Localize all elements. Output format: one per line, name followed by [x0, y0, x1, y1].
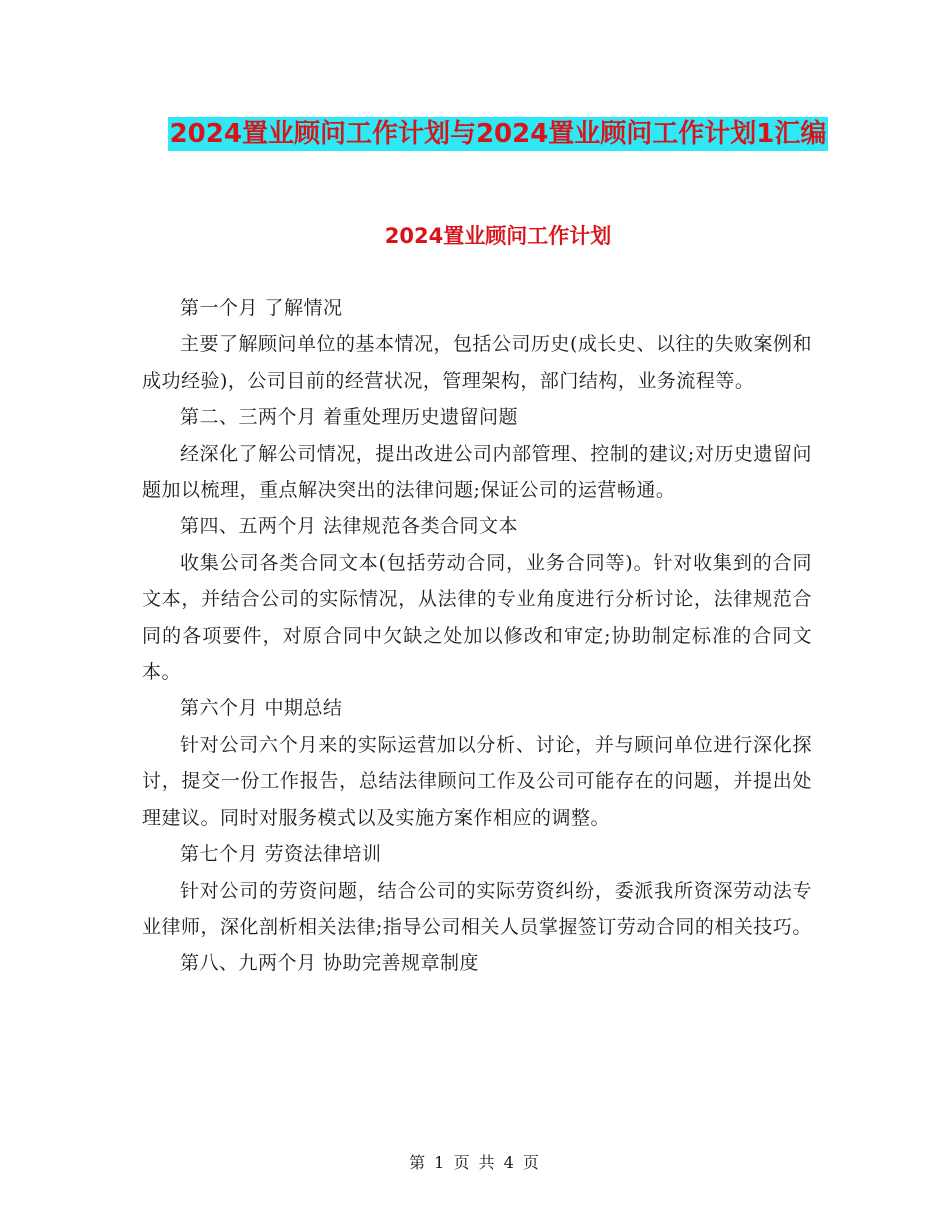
paragraph-heading: 第四、五两个月 法律规范各类合同文本 — [180, 515, 519, 538]
document-body — [142, 290, 812, 982]
paragraph-heading: 第七个月 劳资法律培训 — [180, 843, 382, 866]
document-title-text: 2024置业顾问工作计划与2024置业顾问工作计划1汇编 — [169, 119, 827, 149]
paragraph-heading: 第六个月 中期总结 — [180, 697, 343, 720]
paragraph-heading: 第二、三两个月 着重处理历史遗留问题 — [180, 406, 519, 429]
paragraph: 针对公司的劳资问题，结合公司的实际劳资纠纷，委派我所资深劳动法专业律师，深化剖析相关法律;指导公司相关人员掌握签订劳动合同的相关技巧。 — [142, 879, 812, 938]
paragraph-heading: 第八、九两个月 协助完善规章制度 — [180, 952, 480, 975]
paragraph-heading: 第一个月 了解情况 — [180, 297, 343, 319]
paragraph: 收集公司各类合同文本(包括劳动合同，业务合同等)。针对收集到的合同文本，并结合公司的实际情况，从法律的专业角度进行分析讨论，法律规范合同的各项要件，对原合同中欠缺之处加以修改和审定;协助制定标准的合同文本。 — [142, 551, 812, 684]
page-number-footer: 第 1 页 共 4 页 — [409, 1153, 541, 1172]
paragraph: 主要了解顾问单位的基本情况，包括公司历史(成长史、以往的失败案例和成功经验)，公司目前的经营状况，管理架构，部门结构，业务流程等。 — [142, 333, 812, 392]
paragraph: 经深化了解公司情况，提出改进公司内部管理、控制的建议;对历史遗留问题加以梳理，重点解决突出的法律问题;保证公司的运营畅通。 — [142, 442, 812, 502]
section-title: 2024置业顾问工作计划 — [384, 224, 612, 248]
paragraph: 针对公司六个月来的实际运营加以分析、讨论，并与顾问单位进行深化探讨，提交一份工作报告，总结法律顾问工作及公司可能存在的问题，并提出处理建议。同时对服务模式以及实施方案作相应的调整。 — [142, 733, 812, 829]
document-title — [140, 110, 856, 158]
